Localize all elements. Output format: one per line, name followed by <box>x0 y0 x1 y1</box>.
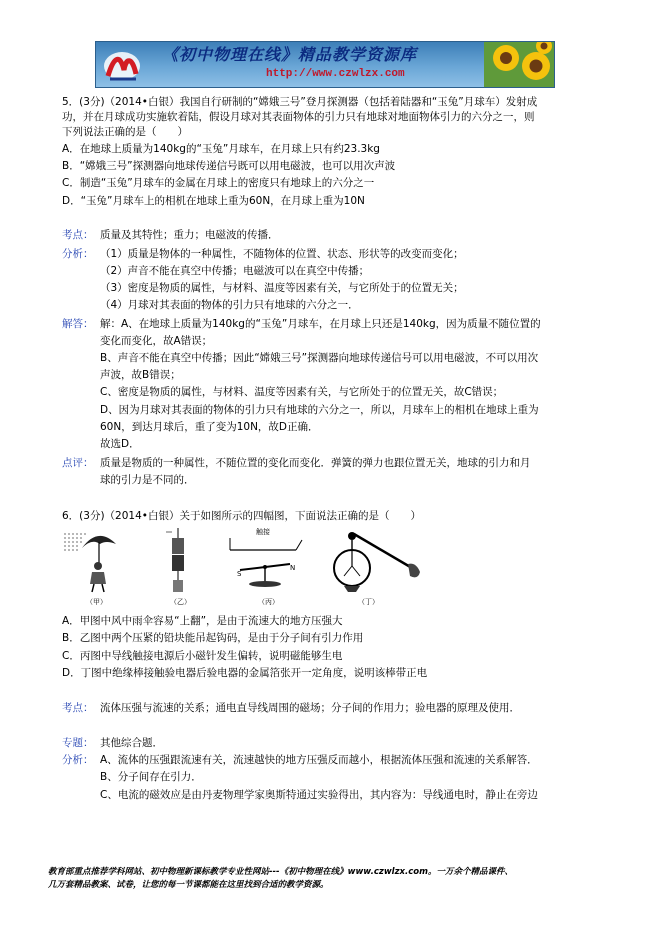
q6-kaodian-label: 考点： <box>62 702 94 714</box>
q6-option-d: D．丁图中绝缘棒接触验电器后验电器的金属箔张开一定角度，说明该棒带正电 <box>62 667 428 679</box>
logo-icon <box>102 46 142 84</box>
q5-jieda-7: 60N，到达月球后，重了变为10N，故D正确． <box>100 421 319 433</box>
q5-option-a: A．在地球上质量为140kg的“玉兔”月球车，在月球上只有约23.3kg <box>62 143 380 155</box>
q6-option-a: A．甲图中风中雨伞容易“上翻”，是由于流速大的地方压强大 <box>62 615 343 627</box>
footer <box>48 866 628 892</box>
lead-blocks-figure <box>164 528 192 598</box>
q6-fenxi-2: B、分子间存在引力． <box>100 771 202 783</box>
q5-option-d: D．“玉兔”月球车上的相机在地球上重为60N，在月球上重为10N <box>62 195 365 207</box>
umbrella-figure <box>64 528 126 598</box>
q6-fenxi-3: C、电流的磁效应是由丹麦物理学家奥斯特通过实验得出，其内容为：导线通电时，静止在旁边 <box>100 789 538 801</box>
q6-fenxi-label: 分析： <box>62 754 94 766</box>
banner-title: 《初中物理在线》精品教学资源库 <box>162 45 418 64</box>
header-banner <box>95 41 555 88</box>
q5-fenxi-2: （2）声音不能在真空中传播；电磁波可以在真空中传播； <box>100 265 370 277</box>
q5-stem-line-2: 功，并在月球成功实施软着陆，假设月球对其表面物体的引力只有地球对地面物体引力的六分之一，则 <box>62 111 535 123</box>
fig-label-chujie: 触接 <box>256 528 270 536</box>
fig-label-s: S <box>237 570 242 578</box>
q5-option-b: B．“嫦娥三号”探测器向地球传递信号既可以用电磁波，也可以用次声波 <box>62 160 396 172</box>
q5-kaodian-text: 质量及其特性；重力；电磁波的传播． <box>100 229 279 241</box>
q5-fenxi-4: （4）月球对其表面的物体的引力只有地球的六分之一． <box>100 299 359 311</box>
q5-dianping-1: 质量是物质的一种属性，不随位置的变化而变化．弹簧的弹力也跟位置无关，地球的引力和月 <box>100 457 531 469</box>
q5-jieda-4: 声波，故B错误； <box>100 369 181 381</box>
q5-jieda-8: 故选D． <box>100 438 140 450</box>
banner-url[interactable]: http://www.czwlzx.com <box>266 68 405 80</box>
q6-kaodian-text: 流体压强与流速的关系；通电直导线周围的磁场；分子间的作用力；验电器的原理及使用． <box>100 702 520 714</box>
q5-stem-line-3: 下列说法正确的是（ ） <box>62 126 188 138</box>
sunflower-icon <box>484 42 554 87</box>
q5-option-c: C．制造“玉兔”月球车的金属在月球上的密度只有地球上的六分之一 <box>62 177 375 189</box>
q6-zhuanti-label: 专题： <box>62 737 94 749</box>
q6-option-c: C．丙图中导线触接电源后小磁针发生偏转，说明磁能够生电 <box>62 650 343 662</box>
q5-jieda-label: 解答： <box>62 318 94 330</box>
q5-jieda-3: B、声音不能在真空中传播；因此“嫦娥三号”探测器向地球传递信号可以用电磁波，不可以用次 <box>100 352 539 364</box>
fig-label-yi: （乙） <box>170 598 191 606</box>
compass-wire-figure <box>224 528 306 598</box>
q5-jieda-5: C、密度是物质的属性，与材料、温度等因素有关，与它所处于的位置无关，故C错误； <box>100 386 504 398</box>
q6-zhuanti-text: 其他综合题． <box>100 737 163 749</box>
q5-jieda-1: 解：A、在地球上质量为140kg的“玉兔”月球车，在月球上只还是140kg，因为质量不随位置的 <box>100 318 541 330</box>
fig-label-n: N <box>290 564 296 572</box>
q5-dianping-label: 点评： <box>62 457 94 469</box>
footer-line-2: 几万套精品教案、试卷，让您的每一节课都能在这里找到合适的教学资源。 <box>48 880 329 891</box>
fig-label-jia: （甲） <box>86 598 107 606</box>
fig-label-bing: （丙） <box>258 598 279 606</box>
q5-jieda-6: D、因为月球对其表面的物体的引力只有地球的六分之一，所以，月球车上的相机在地球上重为 <box>100 404 539 416</box>
q6-option-b: B．乙图中两个压紧的铅块能吊起钩码，是由于分子间有引力作用 <box>62 632 364 644</box>
footer-line-1: 教育部重点推荐学科网站、初中物理新课标教学专业性网站---《初中物理在线》www.czwlzx.com。一万余个精品课件、 <box>48 867 513 877</box>
fig-label-ding: （丁） <box>358 598 379 606</box>
q5-kaodian-label: 考点： <box>62 229 94 241</box>
q5-fenxi-3: （3）密度是物质的属性，与材料、温度等因素有关，与它所处于的位置无关； <box>100 282 464 294</box>
q5-dianping-2: 球的引力是不同的． <box>100 474 195 486</box>
q5-fenxi-1: （1）质量是物体的一种属性，不随物体的位置、状态、形状等的改变而变化； <box>100 248 464 260</box>
q5-stem-line-1: 5．(3分)（2014•白银）我国自行研制的“嫦娥三号”登月探测器（包括着陆器和“玉兔”月球车）发射成 <box>62 96 538 108</box>
q6-fenxi-1: A、流体的压强跟流速有关，流速越快的地方压强反而越小，根据流体压强和流速的关系解答． <box>100 754 538 766</box>
q5-jieda-2: 变化而变化，故A错误； <box>100 335 213 347</box>
q6-stem: 6．(3分)（2014•白银）关于如图所示的四幅图，下面说法正确的是（ ） <box>62 510 421 522</box>
electroscope-figure <box>332 528 432 598</box>
q5-fenxi-label: 分析： <box>62 248 94 260</box>
